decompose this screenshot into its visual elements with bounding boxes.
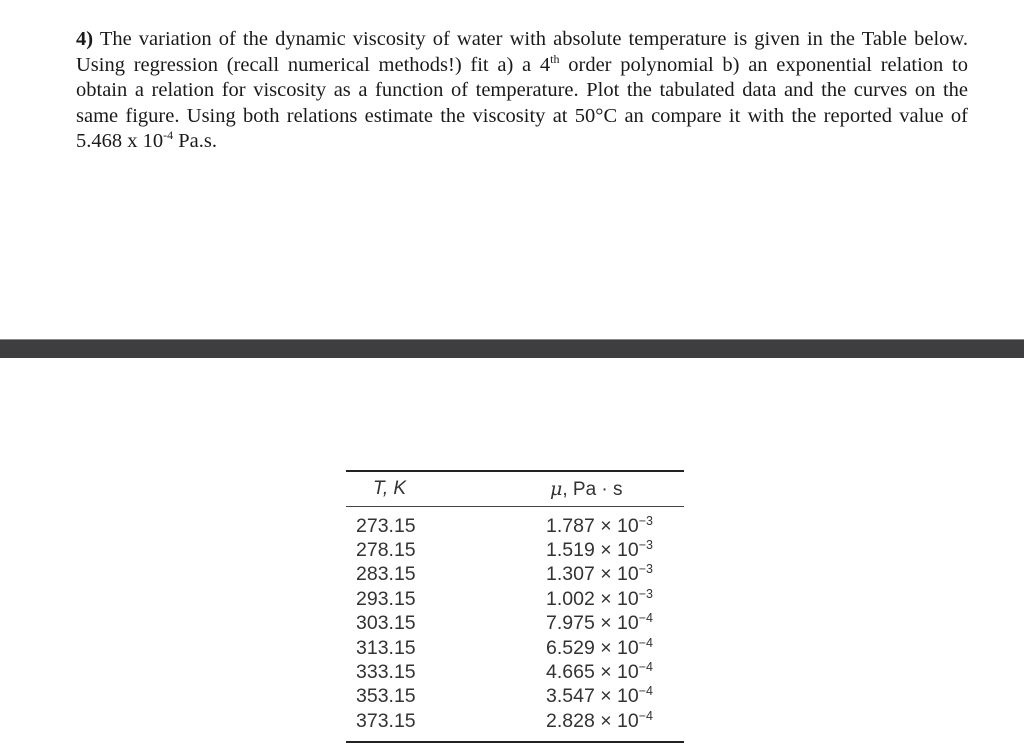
table-row [346, 660, 684, 684]
page-divider [0, 339, 1024, 358]
viscosity-exponent: −3 [638, 538, 653, 553]
problem-text-part-3: Pa.s. [173, 130, 217, 153]
temperature-cell: 303.15 [356, 612, 416, 635]
viscosity-mantissa: 1.002 × 10 [546, 587, 639, 610]
viscosity-mantissa: 4.665 × 10 [546, 661, 639, 684]
viscosity-exponent: −3 [638, 562, 653, 577]
temperature-cell: 353.15 [356, 685, 416, 708]
viscosity-cell [546, 637, 684, 660]
viscosity-mantissa: 3.547 × 10 [546, 685, 639, 708]
table-row [346, 612, 684, 636]
mu-symbol: μ [550, 477, 563, 500]
temperature-cell: 278.15 [356, 539, 416, 562]
temperature-cell: 273.15 [356, 514, 416, 537]
viscosity-mantissa: 1.787 × 10 [546, 514, 639, 537]
viscosity-exponent: −4 [638, 611, 653, 626]
viscosity-exponent: −3 [638, 586, 653, 601]
viscosity-mantissa: 6.529 × 10 [546, 636, 639, 659]
viscosity-mantissa: 2.828 × 10 [546, 709, 639, 732]
table-row [346, 563, 684, 587]
viscosity-cell [546, 685, 684, 708]
temperature-cell: 333.15 [356, 661, 416, 684]
ordinal-superscript: th [550, 51, 560, 66]
table-row [346, 587, 684, 611]
exponent-superscript: -4 [163, 128, 174, 143]
problem-text-part-1: The variation of the dynamic viscosity of water with absolute temperature is given in the Table below. Using regression (recall numerical methods!) fit a) a 4 [76, 28, 968, 76]
viscosity-cell [546, 710, 684, 733]
header-temperature: T, K [373, 478, 407, 499]
header-viscosity-units: , Pa · s [562, 478, 623, 500]
viscosity-table [346, 470, 684, 743]
table-bottom-rule [346, 741, 684, 743]
viscosity-mantissa: 7.975 × 10 [546, 612, 639, 635]
viscosity-cell [546, 661, 684, 684]
table-row [346, 514, 684, 538]
temperature-cell: 293.15 [356, 587, 416, 610]
problem-statement [76, 27, 968, 155]
header-viscosity [546, 478, 684, 501]
viscosity-cell [546, 539, 684, 562]
table-header [346, 472, 684, 506]
table-row [346, 636, 684, 660]
problem-number: 4) [76, 28, 94, 50]
temperature-cell: 283.15 [356, 563, 416, 586]
viscosity-exponent: −4 [638, 635, 653, 650]
table-body [346, 507, 684, 734]
viscosity-mantissa: 1.307 × 10 [546, 563, 639, 586]
problem-text-part-2: order polynomial b) an exponential relation to obtain a relation for viscosity as a function of temperature. Plot the tabulated data and the curves on the same figure. Using both relations estimate the viscosity at 50°C an compare it with the reported value of 5.468 x 10 [76, 53, 968, 153]
table-row [346, 685, 684, 709]
viscosity-exponent: −3 [638, 513, 653, 528]
viscosity-cell [546, 563, 684, 586]
viscosity-exponent: −4 [638, 708, 653, 723]
temperature-cell: 313.15 [356, 636, 416, 659]
table-row [346, 538, 684, 562]
viscosity-mantissa: 1.519 × 10 [546, 539, 639, 562]
temperature-cell: 373.15 [356, 709, 416, 732]
viscosity-cell [546, 612, 684, 635]
viscosity-cell [546, 588, 684, 611]
viscosity-exponent: −4 [638, 660, 653, 675]
viscosity-cell [546, 515, 684, 538]
viscosity-exponent: −4 [638, 684, 653, 699]
table-row [346, 709, 684, 733]
